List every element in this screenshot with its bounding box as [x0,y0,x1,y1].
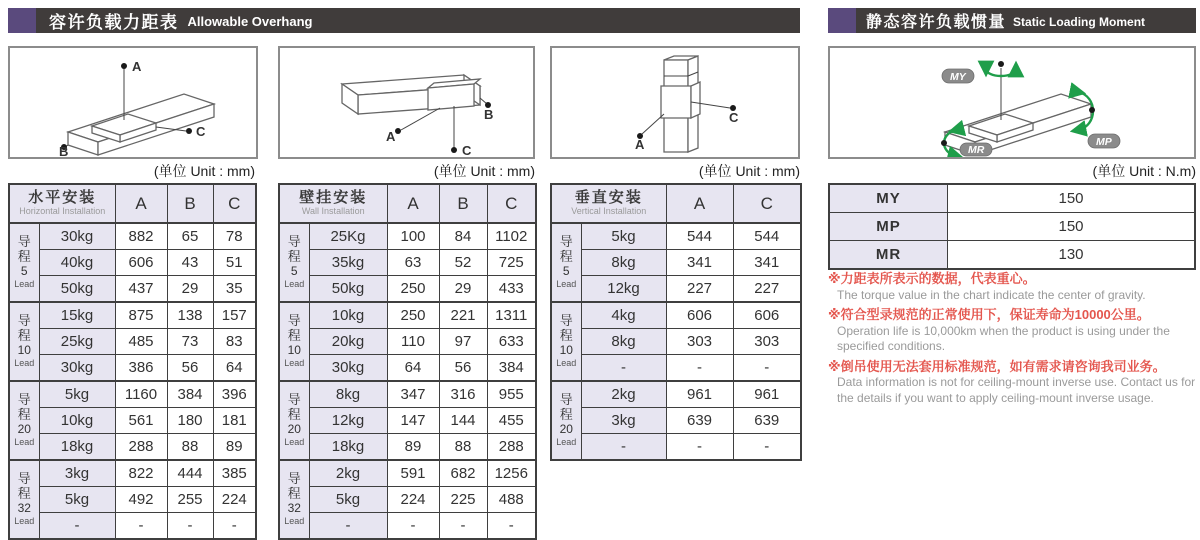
moment-key-cell: MR [829,241,948,270]
header-accent-square [8,8,36,33]
value-cell: 341 [666,250,733,276]
lead-zh-char: 程 [17,328,31,344]
lead-en: Lead [556,436,577,447]
note-en: Operation life is 10,000km when the product is using under the specified conditions. [837,323,1170,354]
lead-zh-char: 程 [287,407,301,423]
moment-diagram-drawing [830,48,1194,157]
value-cell: 250 [387,302,439,329]
lead-en: Lead [14,436,35,447]
lead-zh-char: 程 [17,407,31,423]
value-cell: 64 [387,355,439,382]
value-cell: 227 [733,276,801,303]
value-cell: 250 [387,276,439,303]
value-cell: 43 [167,250,213,276]
load-cell: 15kg [39,302,115,329]
unit-label-mm: (单位 Unit : mm) [433,163,535,179]
moment-value-cell: 150 [948,213,1196,241]
value-cell: 56 [439,355,487,382]
wall-diagram-drawing [280,48,533,157]
load-cell: 5kg [39,381,115,408]
load-cell: 25Kg [309,223,387,250]
value-cell: 437 [115,276,167,303]
moment-value-cell: 150 [948,184,1196,213]
lead-cell [279,460,309,539]
value-cell: 288 [487,434,536,461]
lead-number: 20 [287,422,301,437]
column-header-c: C [733,184,801,223]
value-cell: 88 [439,434,487,461]
value-cell: 65 [167,223,213,250]
lead-zh-char: 程 [287,486,301,502]
value-cell: 341 [733,250,801,276]
note-item [828,358,1200,407]
footnotes [828,270,1200,410]
load-cell: 8kg [581,329,666,355]
lead-cell [9,460,39,539]
value-cell: 224 [387,487,439,513]
point-a-label: A [132,59,142,74]
load-cell: 18kg [309,434,387,461]
value-cell: 639 [666,408,733,434]
value-cell: 144 [439,408,487,434]
value-cell: 89 [387,434,439,461]
column-header-c: C [487,184,536,223]
load-cell: 12kg [309,408,387,434]
value-cell: 1160 [115,381,167,408]
value-cell: - [666,434,733,461]
lead-number: 20 [17,422,31,437]
table-title-en: Vertical Installation [571,206,647,217]
value-cell: 255 [167,487,213,513]
lead-zh-char: 导 [559,234,573,250]
value-cell: 633 [487,329,536,355]
header-bar [36,8,800,33]
value-cell: 606 [666,302,733,329]
table-title-zh: 垂直安装 [574,188,643,206]
value-cell: 561 [115,408,167,434]
value-cell: 488 [487,487,536,513]
table-title-en: Horizontal Installation [19,206,106,217]
lead-zh-char: 程 [559,407,573,423]
value-cell: 882 [115,223,167,250]
value-cell: 875 [115,302,167,329]
lead-en: Lead [14,515,35,526]
header-bar [856,8,1196,33]
lead-zh-char: 导 [559,313,573,329]
vertical-installation-diagram [550,46,800,159]
value-cell: 384 [487,355,536,382]
column-header-a: A [115,184,167,223]
load-cell: 10kg [39,408,115,434]
lead-cell [9,302,39,381]
value-cell: 606 [733,302,801,329]
value-cell: 89 [213,434,256,461]
table-title [551,184,666,223]
point-a-label: A [635,137,645,152]
point-b-label: B [59,144,69,157]
value-cell: 682 [439,460,487,487]
load-cell: 30kg [309,355,387,382]
value-cell: 29 [439,276,487,303]
value-cell: 639 [733,408,801,434]
lead-zh-char: 导 [17,392,31,408]
value-cell: - [115,513,167,540]
table-title-zh: 壁挂安装 [299,188,368,206]
load-cell: 8kg [309,381,387,408]
note-item [828,306,1200,355]
load-cell: - [39,513,115,540]
load-cell: 5kg [39,487,115,513]
lead-number: 10 [287,343,301,358]
value-cell: 316 [439,381,487,408]
lead-en: Lead [556,357,577,368]
value-cell: 955 [487,381,536,408]
value-cell: 56 [167,355,213,382]
value-cell: 385 [213,460,256,487]
load-cell: 18kg [39,434,115,461]
value-cell: 64 [213,355,256,382]
value-cell: 347 [387,381,439,408]
lead-zh-char: 程 [559,328,573,344]
mr-label: MR [968,144,985,156]
value-cell: 29 [167,276,213,303]
value-cell: 303 [666,329,733,355]
lead-number: 5 [20,264,28,279]
value-cell: 455 [487,408,536,434]
header-title-en: Allowable Overhang [187,14,313,29]
header-title-zh: 容许负载力距表 [49,13,179,32]
lead-zh-char: 导 [287,313,301,329]
value-cell: 221 [439,302,487,329]
lead-en: Lead [284,357,305,368]
lead-cell [279,381,309,460]
lead-number: 32 [287,501,301,516]
lead-zh-char: 导 [287,392,301,408]
value-cell: 97 [439,329,487,355]
point-c-label: C [729,110,739,125]
table-title-zh: 水平安装 [28,188,97,206]
static-moment-diagram [828,46,1196,159]
lead-zh-char: 程 [17,249,31,265]
load-cell: - [581,434,666,461]
lead-en: Lead [14,278,35,289]
wall-installation-table [278,183,537,540]
load-cell: 3kg [581,408,666,434]
point-c-label: C [462,143,472,157]
load-cell: 8kg [581,250,666,276]
value-cell: 78 [213,223,256,250]
lead-number: 5 [290,264,298,279]
table-title [9,184,115,223]
value-cell: 180 [167,408,213,434]
value-cell: 100 [387,223,439,250]
header-title-en: Static Loading Moment [1013,14,1146,29]
load-cell: 5kg [581,223,666,250]
load-cell: 5kg [309,487,387,513]
load-cell: 10kg [309,302,387,329]
value-cell: 1102 [487,223,536,250]
lead-cell [551,302,581,381]
lead-zh-char: 导 [287,471,301,487]
value-cell: 544 [666,223,733,250]
lead-cell [279,223,309,302]
load-cell: 2kg [581,381,666,408]
value-cell: - [213,513,256,540]
lead-zh-char: 导 [17,313,31,329]
value-cell: 384 [167,381,213,408]
value-cell: 73 [167,329,213,355]
lead-zh-char: 程 [287,249,301,265]
unit-label-nm: (单位 Unit : N.m) [1092,163,1196,179]
value-cell: 84 [439,223,487,250]
value-cell: 225 [439,487,487,513]
value-cell: 63 [387,250,439,276]
load-cell: 25kg [39,329,115,355]
load-cell: - [309,513,387,540]
point-c-label: C [196,124,206,139]
value-cell: - [167,513,213,540]
lead-cell [9,381,39,460]
value-cell: 288 [115,434,167,461]
load-cell: 30kg [39,355,115,382]
value-cell: 433 [487,276,536,303]
lead-number: 10 [17,343,31,358]
header-title-zh: 静态容许负载惯量 [866,14,1007,31]
value-cell: - [439,513,487,540]
value-cell: 83 [213,329,256,355]
point-a-label: A [386,129,396,144]
value-cell: 110 [387,329,439,355]
column-header-c: C [213,184,256,223]
moment-value-cell: 130 [948,241,1196,270]
value-cell: 591 [387,460,439,487]
value-cell: 224 [213,487,256,513]
load-cell: 4kg [581,302,666,329]
note-en: The torque value in the chart indicate the center of gravity. [837,287,1146,302]
moment-key-cell: MY [829,184,948,213]
column-header-a: A [387,184,439,223]
vertical-diagram-drawing [552,48,798,157]
lead-number: 5 [562,264,570,279]
value-cell: 485 [115,329,167,355]
point-b-label: B [484,107,494,122]
value-cell: - [387,513,439,540]
value-cell: 52 [439,250,487,276]
column-header-b: B [167,184,213,223]
value-cell: - [487,513,536,540]
table-title [279,184,387,223]
lead-number: 32 [17,501,31,516]
value-cell: 1256 [487,460,536,487]
value-cell: 35 [213,276,256,303]
value-cell: 88 [167,434,213,461]
value-cell: 822 [115,460,167,487]
lead-number: 20 [559,422,573,437]
load-cell: 50kg [309,276,387,303]
lead-number: 10 [559,343,573,358]
value-cell: 961 [666,381,733,408]
note-zh: ※力距表所表示的数据，代表重心。 [828,271,1036,286]
load-cell: 2kg [309,460,387,487]
column-header-b: B [439,184,487,223]
note-zh: ※倒吊使用无法套用标准规范，如有需求请咨询我司业务。 [828,358,1166,374]
mp-label: MP [1096,136,1112,148]
value-cell: 181 [213,408,256,434]
lead-zh-char: 导 [17,471,31,487]
wall-installation-diagram [278,46,535,159]
note-item [828,270,1200,303]
lead-zh-char: 导 [17,234,31,250]
lead-zh-char: 导 [559,392,573,408]
vertical-installation-table [550,183,802,461]
value-cell: 386 [115,355,167,382]
moment-key-cell: MP [829,213,948,241]
lead-cell [551,381,581,460]
value-cell: 606 [115,250,167,276]
value-cell: 444 [167,460,213,487]
header-accent-square [828,8,856,33]
lead-en: Lead [556,278,577,289]
lead-en: Lead [284,515,305,526]
value-cell: 51 [213,250,256,276]
lead-cell [9,223,39,302]
load-cell: 3kg [39,460,115,487]
lead-zh-char: 程 [287,328,301,344]
lead-en: Lead [284,436,305,447]
value-cell: 157 [213,302,256,329]
lead-cell [551,223,581,302]
value-cell: 147 [387,408,439,434]
column-header-a: A [666,184,733,223]
value-cell: 227 [666,276,733,303]
lead-zh-char: 程 [17,486,31,502]
lead-en: Lead [284,278,305,289]
section-header-static-loading-moment [828,8,1196,33]
load-cell: 35kg [309,250,387,276]
value-cell: - [733,434,801,461]
load-cell: 12kg [581,276,666,303]
horizontal-installation-diagram [8,46,258,159]
load-cell: 30kg [39,223,115,250]
value-cell: - [733,355,801,382]
static-moment-table [828,183,1196,270]
value-cell: 544 [733,223,801,250]
note-en: Data information is not for ceiling-mount inverse use. Contact us for the details if you want to apply ceiling-mount inverse usage. [837,375,1196,406]
load-cell: 40kg [39,250,115,276]
lead-zh-char: 导 [287,234,301,250]
load-cell: - [581,355,666,382]
horizontal-diagram-drawing [10,48,256,157]
lead-en: Lead [14,357,35,368]
load-cell: 50kg [39,276,115,303]
my-label: MY [950,71,966,83]
value-cell: 1311 [487,302,536,329]
unit-label-mm: (单位 Unit : mm) [698,163,800,179]
load-cell: 20kg [309,329,387,355]
horizontal-installation-table [8,183,257,540]
value-cell: 396 [213,381,256,408]
value-cell: - [666,355,733,382]
lead-zh-char: 程 [559,249,573,265]
value-cell: 138 [167,302,213,329]
section-header-allowable-overhang [8,8,800,33]
lead-cell [279,302,309,381]
unit-label-mm: (单位 Unit : mm) [153,163,255,179]
value-cell: 725 [487,250,536,276]
table-title-en: Wall Installation [301,206,365,217]
value-cell: 492 [115,487,167,513]
note-zh: ※符合型录规范的正常使用下，保证寿命为10000公里。 [828,307,1150,323]
value-cell: 961 [733,381,801,408]
value-cell: 303 [733,329,801,355]
